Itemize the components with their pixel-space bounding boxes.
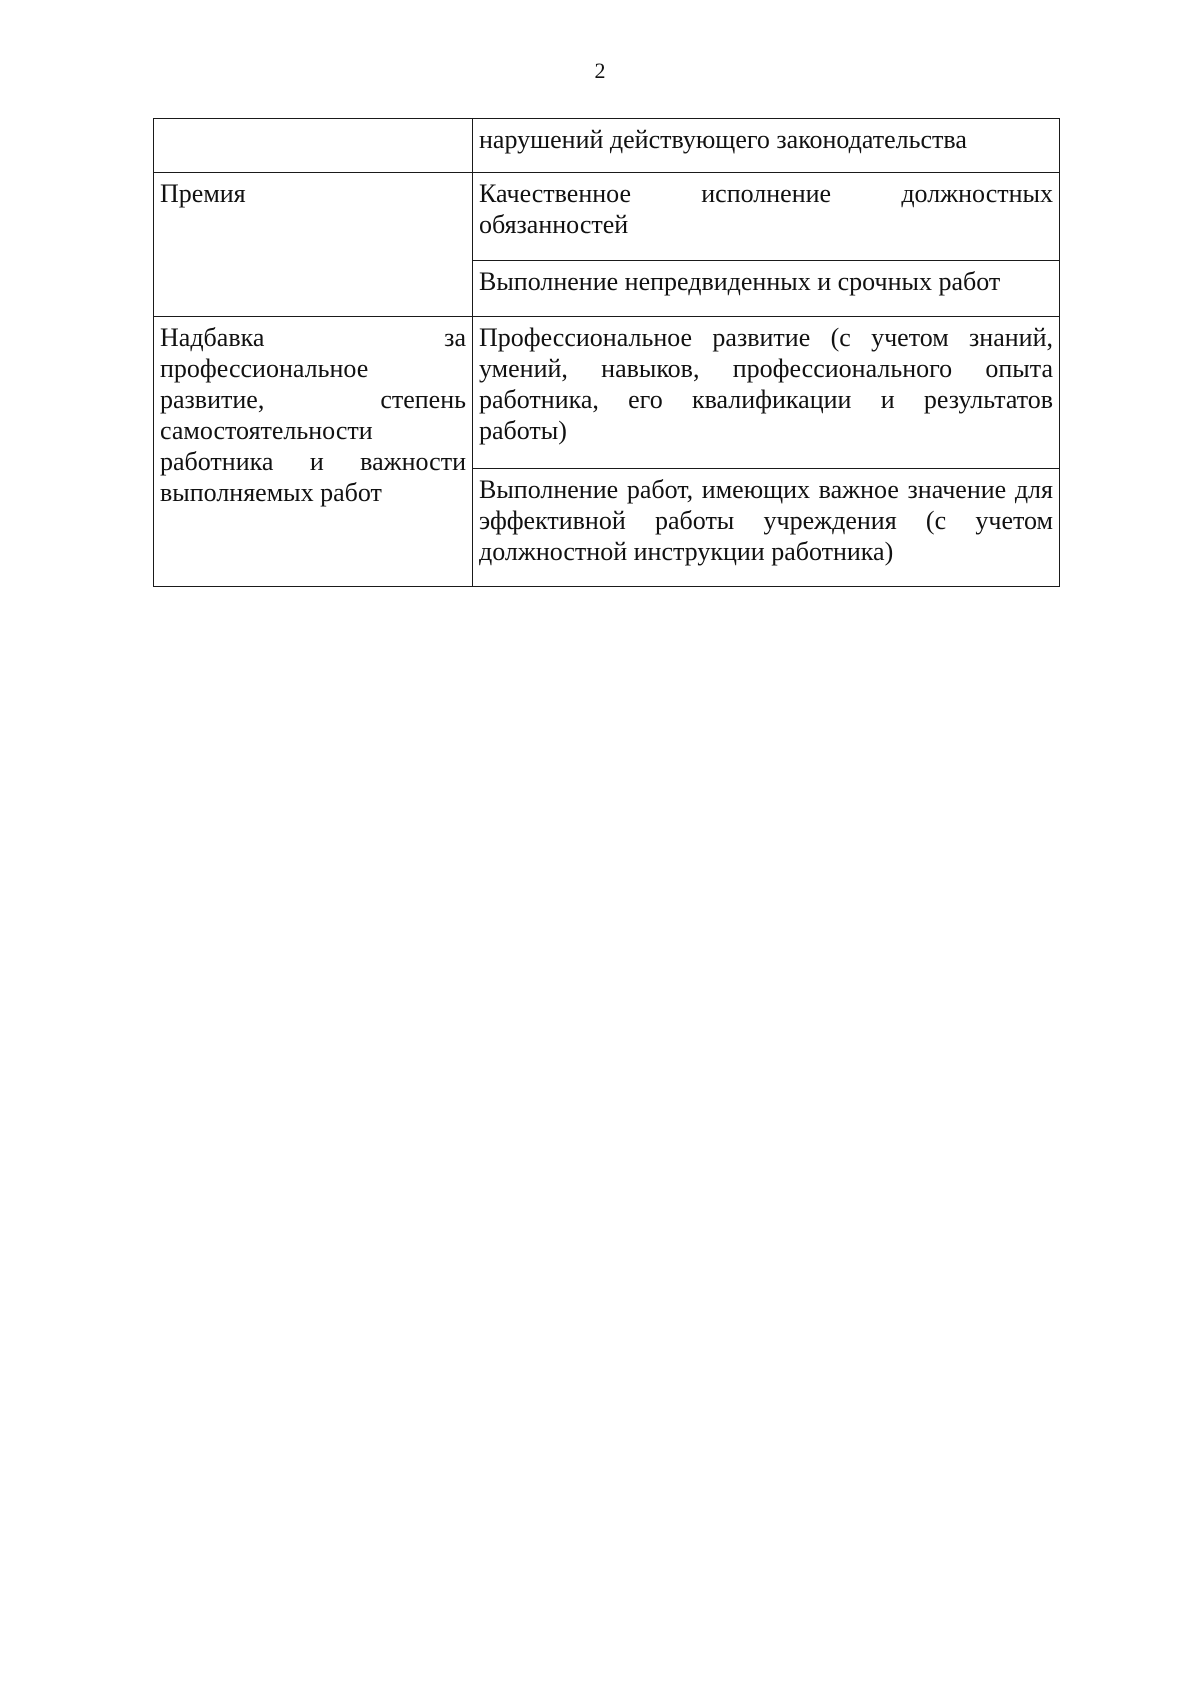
table-cell-right: [473, 469, 1060, 587]
table-row: [154, 173, 1060, 261]
table-cell-right: [473, 317, 1060, 469]
table-cell-left-premium: [154, 173, 473, 317]
cell-text: Выполнение непредвиденных и срочных работ: [479, 267, 1001, 296]
cell-text: Выполнение работ, имеющих важное значение для эффективной работы учреждения (с учетом должностной инструкции работника): [479, 475, 1053, 566]
table-cell-left-empty: [154, 119, 473, 173]
table-row: [154, 119, 1060, 173]
cell-text: Профессиональное развитие (с учетом знаний, умений, навыков, профессионального опыта работника, его квалификации и результатов работы): [479, 323, 1053, 445]
page-number: 2: [594, 58, 606, 83]
table-cell-right: [473, 119, 1060, 173]
table-cell-left-allowance: [154, 317, 473, 587]
table-row: [154, 317, 1060, 469]
criteria-table: [153, 118, 1060, 587]
cell-text: Премия: [160, 179, 246, 208]
cell-text: нарушений действующего законодательства: [479, 125, 967, 154]
cell-text: Надбавка за профессиональное развитие, степень самостоятельности работника и важности выполняемых работ: [160, 323, 466, 507]
table-cell-right: [473, 261, 1060, 317]
cell-text: Качественное исполнение должностных обязанностей: [479, 179, 1053, 239]
table-cell-right: [473, 173, 1060, 261]
